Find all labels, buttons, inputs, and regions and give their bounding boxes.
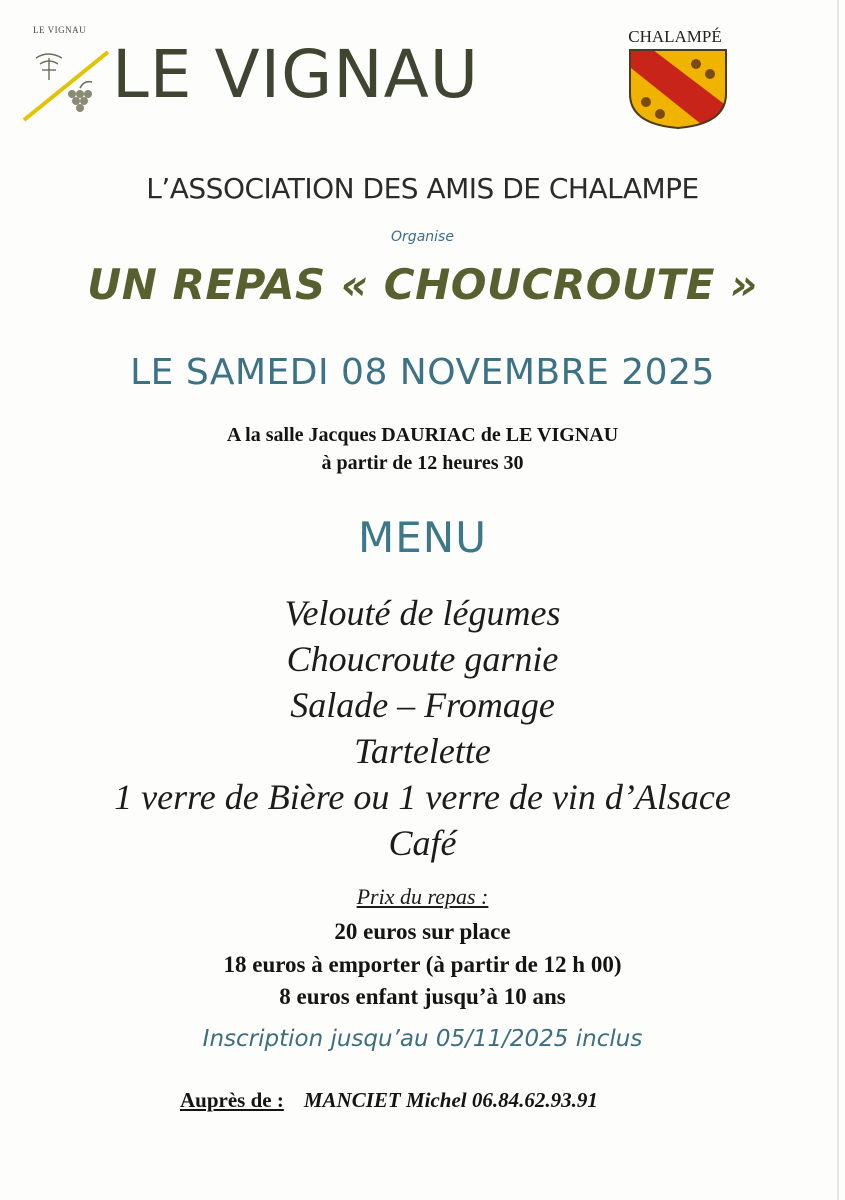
contact-label: Auprès de : xyxy=(180,1088,284,1112)
crest-label: CHALAMPÉ xyxy=(628,27,722,46)
price-label: Prix du repas : xyxy=(356,884,489,909)
le-vignau-logo xyxy=(22,22,112,127)
chalampe-coat-of-arms xyxy=(626,46,730,130)
menu-title: MENU xyxy=(358,513,487,562)
registration-deadline: Inscription jusqu’au 05/11/2025 inclus xyxy=(202,1026,643,1052)
menu-item: Velouté de légumes xyxy=(284,593,561,633)
event-headline: UN REPAS « CHOUCROUTE » xyxy=(87,260,758,309)
menu-list xyxy=(0,590,845,866)
organise-label: Organise xyxy=(391,229,454,245)
menu-item: Salade – Fromage xyxy=(290,685,555,725)
menu-item: Choucroute garnie xyxy=(286,639,559,679)
price-line: 8 euros enfant jusqu’à 10 ans xyxy=(279,984,566,1009)
price-line: 18 euros à emporter (à partir de 12 h 00) xyxy=(223,952,622,977)
price-line: 20 euros sur place xyxy=(334,919,511,944)
event-time: à partir de 12 heures 30 xyxy=(321,452,524,474)
contact-name-phone: MANCIET Michel 06.84.62.93.91 xyxy=(303,1088,598,1112)
logo-caption: LE VIGNAU xyxy=(33,25,87,35)
event-date: LE SAMEDI 08 NOVEMBRE 2025 xyxy=(130,352,715,393)
menu-item: Tartelette xyxy=(354,731,491,771)
event-location: A la salle Jacques DAURIAC de LE VIGNAU xyxy=(226,424,619,446)
contact-line xyxy=(180,1088,598,1113)
page-title: LE VIGNAU xyxy=(112,36,480,113)
menu-item: 1 verre de Bière ou 1 verre de vin d’Alsace xyxy=(114,777,731,817)
association-name: L’ASSOCIATION DES AMIS DE CHALAMPE xyxy=(146,172,699,205)
menu-item: Café xyxy=(388,823,457,863)
